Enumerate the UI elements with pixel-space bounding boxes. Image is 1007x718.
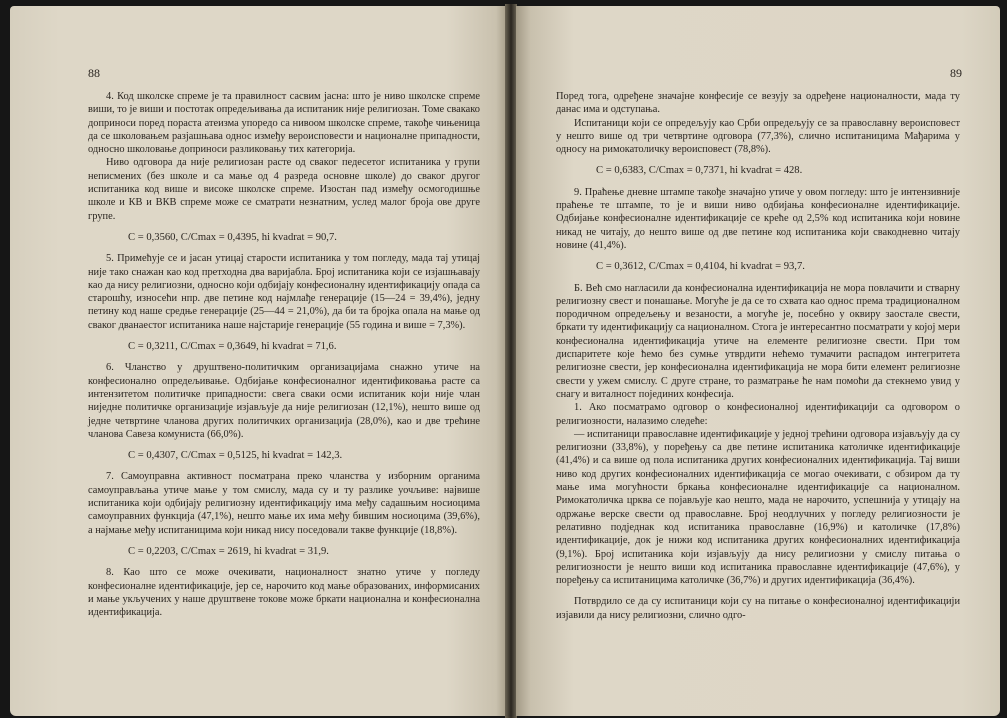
paragraph: Поред тога, одређене значајне конфесије се везују за одређене националности, мада ту данас има и одступања.	[556, 91, 960, 116]
paragraph: Ниво одговора да није религиозан расте од сваког педесетог испитаника у групи неписмених (без школе и са мање од 4 разреда основне школе) до сваког другог испитаника код више и високе школске спреме. Изостан пад између осмогодишње школе и КВ и ВКВ спреме може се сматрати незнатним, услед малог броја ове друге групе.	[88, 157, 480, 222]
statistics-formula: C = 0,4307, C/Cmax = 0,5125, hi kvadrat = 142,3.	[128, 450, 343, 462]
right-page	[516, 6, 1000, 716]
page-number: 88	[88, 66, 100, 80]
paragraph: 4. Код школске спреме је та правилност сасвим јасна: што је ниво школске спреме виши, то је виши и постотак опредељивања да испитаник није религиозан. Томе свакако доприноси поред пораста атеизма упоредо са нивоом школске спреме, такође чињеница да се школовањем разјашњава однос између вероисповести и националне припадности, односно школовање доприноси разликовању тих категорија.	[88, 91, 480, 156]
left-page	[10, 6, 506, 716]
statistics-formula: C = 0,6383, C/Cmax = 0,7371, hi kvadrat = 428.	[596, 165, 803, 177]
page-text	[88, 90, 480, 619]
statistics-formula: C = 0,2203, C/Cmax = 2619, hi kvadrat = 31,9.	[128, 545, 329, 557]
paragraph: Б. Већ смо нагласили да конфесионална идентификација не мора повлачити и стварну религиозну свест и понашање. Могуће је да се то схвата као однос према традиционалном породичном опредељењу и везаности, а могуће је, посебно у оквиру заостале свести, бркати ту идентификацију са националном. Стога је интересантно посматрати у којој мери конфесионална идентификација утиче на елементе религиозне свести. При том диспаритете које ћемо без сумње утврдити нећемо тумачити распадом интегритета религиозне свести, јер конфесионална идентификација не мора бити елемент религиозне свести у ужем смислу. С друге стране, то разматрање ће нам помоћи да стекнемо увид у снагу и виталност појединих конфесија.	[556, 282, 960, 400]
paragraph: 8. Као што се може очекивати, националност знатно утиче у погледу конфесионалне идентификације, јер се, нарочито код мање образованих, информисаних и мање укључених у наше друштвене токове може бркати национална и конфесионална идентификација.	[88, 567, 480, 619]
statistics-formula: C = 0,3560, C/Cmax = 0,4395, hi kvadrat = 90,7.	[128, 231, 337, 243]
statistics-formula: C = 0,3612, C/Cmax = 0,4104, hi kvadrat = 93,7.	[596, 261, 805, 273]
paragraph: Потврдило се да су испитаници који су на питање о конфесионалној идентификацији изјавили да нису религиозни, слично одго-	[556, 596, 960, 621]
page-text	[556, 90, 960, 622]
paragraph: — испитаници православне идентификације у једној трећини одговора изјављују да су религиозни (33,8%), у поређењу са две петине испитаника католичке идентификације (41,4%) и са више од пола испитаника других конфесионалних идентификација. Тај виши ниво код других конфесионалних идентификација се могао очекивати, с обзиром да ту мање има могућности бркања конфесионалне идентификације са националном. Римокатоличка црква се појављује као нешто, мада не нарочито, успешнија у утицају на одржање верске свести од православне. Број неодлучних у погледу религиозности је релативно подједнак код испитаника православне (16,9%) и католичке (17,8%) идентификације, док је нижи код испитаника других конфесионалних идентификација (9,1%). Број испитаника који изјављују да нису религиозни у смислу питања о религиозности је нешто виши код испитаника православне идентификације (47,6%), у поређењу са испитаницима католичке (36,7%) и других идентификација (36,4%).	[556, 428, 960, 587]
paragraph: 5. Примећује се и јасан утицај старости испитаника у том погледу, мада тај утицај није тако снажан као код претходна два варијабла. Број испитаника који се изјашњавају као да нису религиозни, односно који одбијају конфесионалну идентификацију опада са старошћу, износећи нпр. две петине код најмлађе генерације (15—24 = 39,4%), једну петину код наше средње генерације (25—44 = 21,0%), да би та бројка опала на мање од сваког дванаестог испитаника наше најстарије генерације (55 година и више = 7,3%).	[88, 253, 480, 331]
paragraph: 1. Ако посматрамо одговор о конфесионалној идентификацији са одговором о религиозности, налазимо следеће:	[556, 402, 960, 427]
paragraph: Испитаници који се опредељују као Срби опредељују се за православну вероисповест у нешто више од три четвртине одговора (77,3%), слично испитаницима Мађарима у односу на римокатоличку вероисповест (78,8%).	[556, 117, 960, 156]
paragraph: 7. Самоуправна активност посматрана преко чланства у изборним органима самоуправљања утиче мање у том смислу, мада су и ту разлике уочљиве: највише испитаника који одбијају религиозну идентификацију има међу садашњим носиоцима самоуправних функција (47,1%), нешто мање их има међу бившим носиоцима (39,6%), а најмање међу испитаницима који никад нису поседовали такве функције (18,8%).	[88, 471, 480, 536]
paragraph: 6. Чланство у друштвено-политичким организацијама снажно утиче на конфесионално опредељивање. Одбијање конфесионалног идентификовања расте са интензитетом политичке припадности: свега сваки осми испитаник који није члан ниједне политичке организације изјављује да није религиозан (12,1%), нешто више од једне четвртине чланова других политичких организација (28,0%), као и две трећине чланова Савеза комуниста (66,0%).	[88, 362, 480, 440]
page-number: 89	[950, 66, 962, 80]
statistics-formula: C = 0,3211, C/Cmax = 0,3649, hi kvadrat = 71,6.	[128, 341, 337, 353]
paragraph: 9. Праћење дневне штампе такође значајно утиче у овом погледу: што је интензивније праћење те штампе, то је и виши ниво одбијања конфесионалне идентификације. Одбијање конфесионалне идентификације се креће од 2,5% код испитаника који новине никад не читају, до нешто више од две петине код испитаника који свакодневно читају новине (41,4%).	[556, 186, 960, 251]
